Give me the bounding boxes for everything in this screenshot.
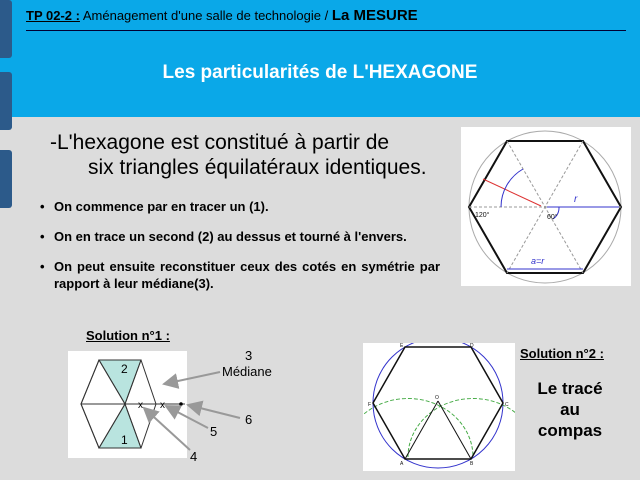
compass-arc <box>363 399 473 458</box>
triangle-2-label: 2 <box>121 362 128 376</box>
arrow-mediane <box>164 372 220 384</box>
compass-method-text <box>524 378 616 441</box>
tp-label: TP 02-2 : <box>26 8 80 23</box>
compass-line-1: Le tracé <box>537 379 603 398</box>
hexagon-outline <box>373 347 503 459</box>
mesure-label: La MESURE <box>331 7 418 24</box>
solution1-title: Solution n°1 : <box>86 328 170 343</box>
point-A: A <box>400 461 404 467</box>
label-mediane: Médiane <box>222 364 272 379</box>
subtitle: Aménagement d'une salle de technologie / <box>82 8 329 23</box>
mark-x: x <box>160 400 165 411</box>
list-item: • On peut ensuite reconstituer ceux des cotés en symétrie par rapport à leur médiane(3). <box>40 258 440 292</box>
page-title: Les particularités de L'HEXAGONE <box>162 62 478 83</box>
r-label: r <box>574 194 578 205</box>
compass-line-3: compas <box>537 421 603 440</box>
label-3: 3 <box>245 348 253 363</box>
solution2-title: Solution n°2 : <box>520 346 604 361</box>
list-item: • On commence par en tracer un (1). <box>40 198 440 215</box>
point-O: O <box>435 395 439 401</box>
intro-line-2: six triangles équilatéraux identiques. <box>88 156 427 179</box>
label-6: 6 <box>245 412 253 427</box>
label-4: 4 <box>190 449 198 464</box>
label-5: 5 <box>210 424 218 439</box>
point-C: C <box>505 402 509 408</box>
point-F: F <box>368 402 372 408</box>
triangle-1-label: 1 <box>121 433 128 447</box>
point-E: E <box>400 343 404 349</box>
arrow-6 <box>188 405 240 418</box>
solution2-diagram <box>363 343 515 471</box>
compass-arc <box>408 399 515 458</box>
intro-line-1: -L'hexagone est constitué à partir de <box>50 131 390 154</box>
a-label: a=r <box>531 256 545 266</box>
point-D: D <box>470 343 474 349</box>
mark-x: x <box>138 400 143 411</box>
angle-120-label: 120° <box>475 212 490 219</box>
list-item: • On en trace un second (2) au dessus et tourné à l'envers. <box>40 228 440 245</box>
angle-60-label: 60° <box>547 214 558 221</box>
point-B: B <box>470 461 474 467</box>
compass-line-2: au <box>560 400 580 419</box>
